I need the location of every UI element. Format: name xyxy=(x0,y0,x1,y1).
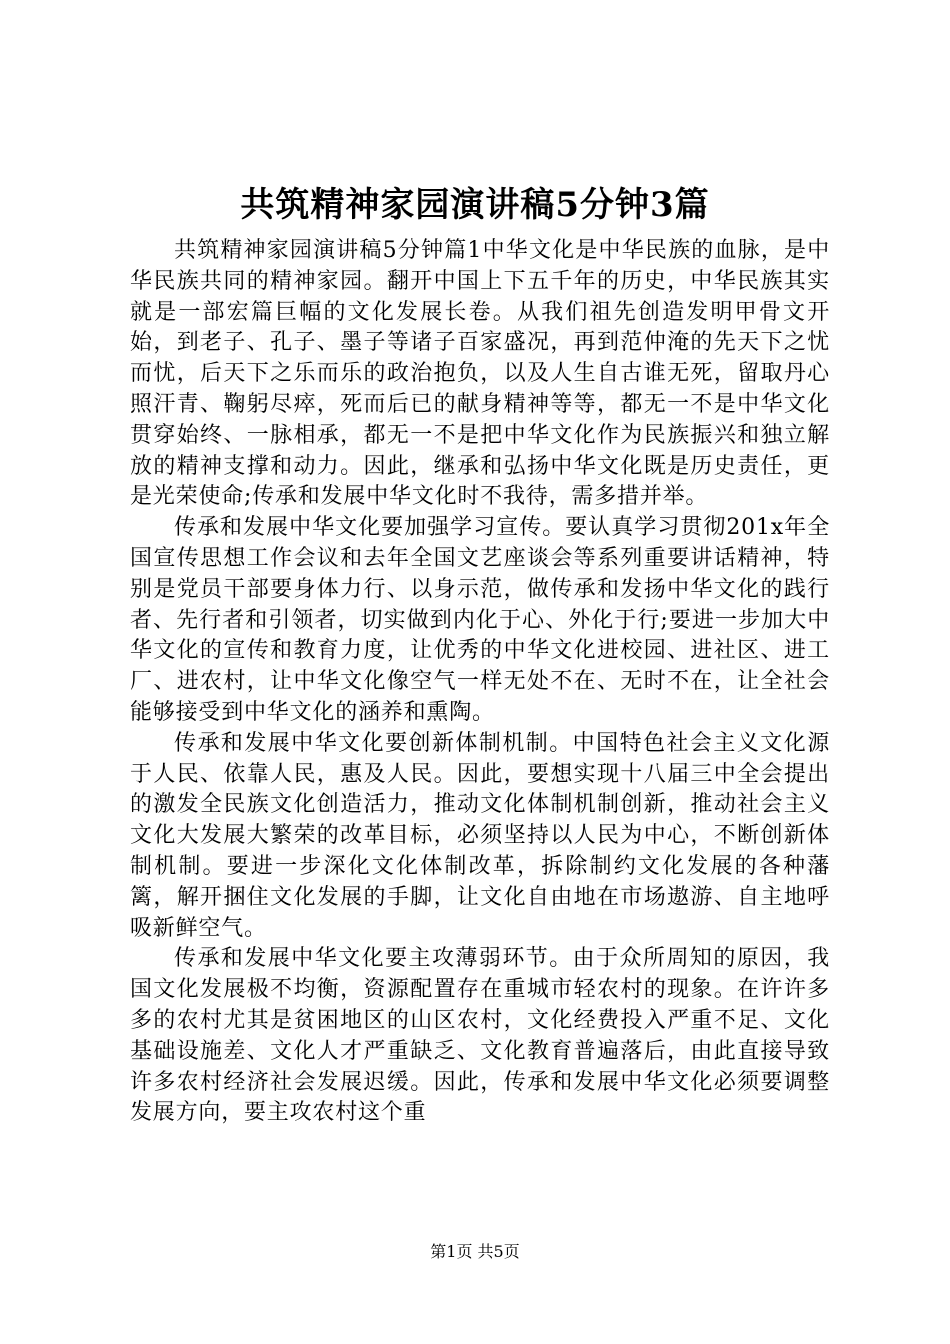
page-number-footer: 第1页 共5页 xyxy=(430,1242,520,1261)
document-title: 共筑精神家园演讲稿5分钟3篇 xyxy=(240,185,710,225)
body-paragraph: 传承和发展中华文化要加强学习宣传。要认真学习贯彻201x年全国宣传思想工作会议和去年全国文艺座谈会等系列重要讲话精神，特别是党员干部要身体力行、以身示范，做传承和发扬中华文化的践行者、先行者和引领者，切实做到内化于心、外化于行;要进一步加大中华文化的宣传和教育力度，让优秀的中华文化进校园、进社区、进工厂、进农村，让中华文化像空气一样无处不在、无时不在，让全社会能够接受到中华文化的涵养和熏陶。 xyxy=(130,515,830,725)
body-paragraph: 传承和发展中华文化要创新体制机制。中国特色社会主义文化源于人民、依靠人民，惠及人民。因此，要想实现十八届三中全会提出的激发全民族文化创造活力，推动文化体制机制创新，推动社会主义文化大发展大繁荣的改革目标，必须坚持以人民为中心，不断创新体制机制。要进一步深化文化体制改革，拆除制约文化发展的各种藩篱，解开捆住文化发展的手脚，让文化自由地在市场遨游、自主地呼吸新鲜空气。 xyxy=(130,730,830,941)
body-paragraph: 共筑精神家园演讲稿5分钟篇1中华文化是中华民族的血脉，是中华民族共同的精神家园。翻开中国上下五千年的历史，中华民族其实就是一部宏篇巨幅的文化发展长卷。从我们祖先创造发明甲骨文开始，到老子、孔子、墨子等诸子百家盛况，再到范仲淹的先天下之忧而忧，后天下之乐而乐的政治抱负，以及人生自古谁无死，留取丹心照汗青、鞠躬尽瘁，死而后已的献身精神等等，都无一不是中华文化贯穿始终、一脉相承，都无一不是把中华文化作为民族振兴和独立解放的精神支撑和动力。因此，继承和弘扬中华文化既是历史责任，更是光荣使命;传承和发展中华文化时不我待，需多措并举。 xyxy=(130,238,830,510)
body-paragraph: 传承和发展中华文化要主攻薄弱环节。由于众所周知的原因，我国文化发展极不均衡，资源配置存在重城市轻农村的现象。在许许多多的农村尤其是贫困地区的山区农村，文化经费投入严重不足、文化基础设施差、文化人才严重缺乏、文化教育普遍落后，由此直接导致许多农村经济社会发展迟缓。因此，传承和发展中华文化必须要调整发展方向，要主攻农村这个重 xyxy=(130,946,830,1126)
document-body xyxy=(130,236,830,1186)
